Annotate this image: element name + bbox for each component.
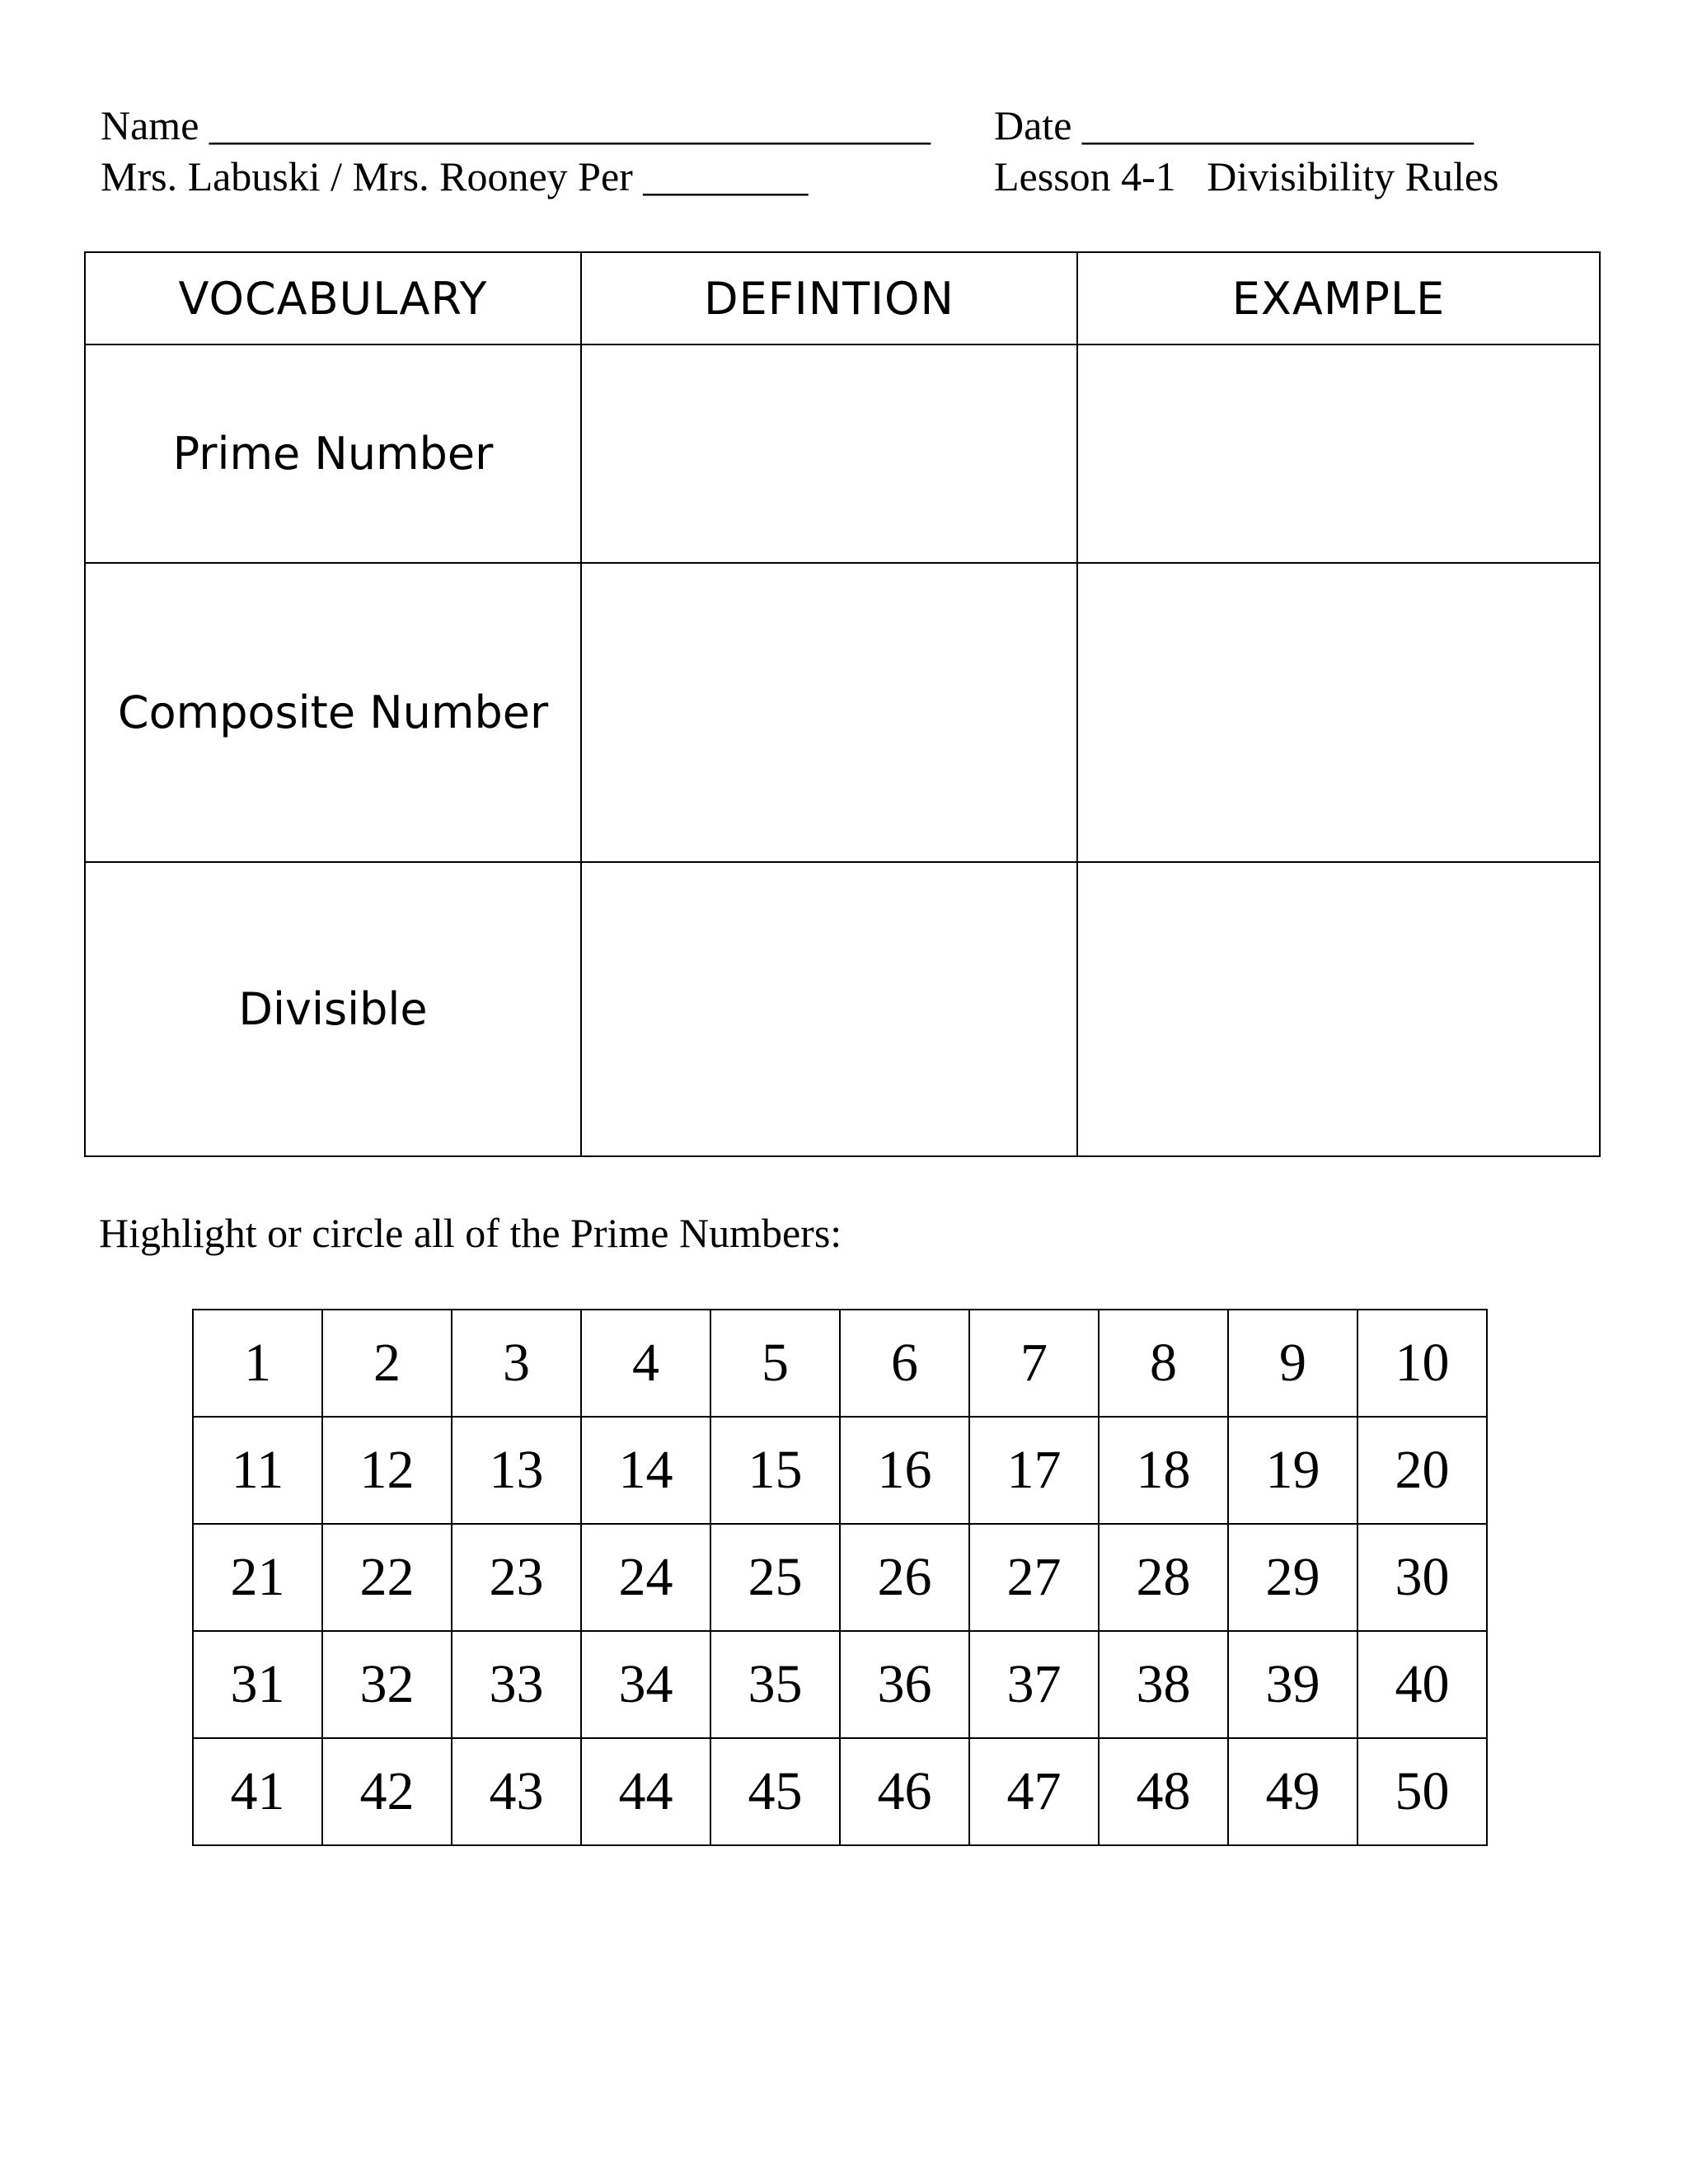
number-cell[interactable]: 19 [1228, 1417, 1357, 1524]
number-cell[interactable]: 36 [840, 1631, 969, 1738]
example-cell[interactable] [1077, 862, 1600, 1156]
number-cell[interactable]: 41 [193, 1738, 322, 1845]
number-grid-row [193, 1738, 1487, 1845]
number-grid-row [193, 1524, 1487, 1631]
number-cell[interactable]: 31 [193, 1631, 322, 1738]
number-cell[interactable]: 20 [1357, 1417, 1487, 1524]
example-column-header: EXAMPLE [1077, 252, 1600, 344]
vocabulary-column-header: VOCABULARY [85, 252, 581, 344]
number-cell[interactable]: 30 [1357, 1524, 1487, 1631]
number-cell[interactable]: 6 [840, 1310, 969, 1417]
number-cell[interactable]: 10 [1357, 1310, 1487, 1417]
number-cell[interactable]: 24 [581, 1524, 710, 1631]
number-cell[interactable]: 49 [1228, 1738, 1357, 1845]
name-field-label: Name ___________________________________ [101, 102, 931, 148]
number-cell[interactable]: 23 [452, 1524, 581, 1631]
number-cell[interactable]: 25 [710, 1524, 840, 1631]
number-cell[interactable]: 26 [840, 1524, 969, 1631]
number-cell[interactable]: 13 [452, 1417, 581, 1524]
number-cell[interactable]: 11 [193, 1417, 322, 1524]
definition-cell[interactable] [581, 563, 1077, 862]
vocabulary-row-prime [85, 344, 1600, 563]
number-cell[interactable]: 45 [710, 1738, 840, 1845]
prime-numbers-instruction: Highlight or circle all of the Prime Numbers: [99, 1210, 842, 1256]
number-cell[interactable]: 3 [452, 1310, 581, 1417]
number-grid-row [193, 1417, 1487, 1524]
number-cell[interactable]: 43 [452, 1738, 581, 1845]
vocabulary-table [84, 251, 1601, 1157]
number-cell[interactable]: 22 [322, 1524, 452, 1631]
number-cell[interactable]: 39 [1228, 1631, 1357, 1738]
number-cell[interactable]: 50 [1357, 1738, 1487, 1845]
vocabulary-row-composite [85, 563, 1600, 862]
vocabulary-header-row [85, 252, 1600, 344]
definition-column-header: DEFINTION [581, 252, 1077, 344]
number-cell[interactable]: 42 [322, 1738, 452, 1845]
number-cell[interactable]: 21 [193, 1524, 322, 1631]
example-cell[interactable] [1077, 563, 1600, 862]
number-cell[interactable]: 47 [969, 1738, 1099, 1845]
number-cell[interactable]: 34 [581, 1631, 710, 1738]
number-cell[interactable]: 8 [1099, 1310, 1228, 1417]
vocabulary-term: Divisible [85, 862, 581, 1156]
teacher-period-label: Mrs. Labuski / Mrs. Rooney Per ________ [101, 153, 809, 199]
number-cell[interactable]: 9 [1228, 1310, 1357, 1417]
lesson-title: Lesson 4-1 Divisibility Rules [994, 153, 1499, 199]
number-cell[interactable]: 35 [710, 1631, 840, 1738]
vocabulary-term: Prime Number [85, 344, 581, 563]
date-field-label: Date ___________________ [994, 102, 1474, 148]
example-cell[interactable] [1077, 344, 1600, 563]
number-cell[interactable]: 2 [322, 1310, 452, 1417]
number-cell[interactable]: 16 [840, 1417, 969, 1524]
number-cell[interactable]: 7 [969, 1310, 1099, 1417]
number-cell[interactable]: 38 [1099, 1631, 1228, 1738]
number-cell[interactable]: 4 [581, 1310, 710, 1417]
definition-cell[interactable] [581, 862, 1077, 1156]
number-cell[interactable]: 5 [710, 1310, 840, 1417]
number-cell[interactable]: 15 [710, 1417, 840, 1524]
number-cell[interactable]: 44 [581, 1738, 710, 1845]
number-cell[interactable]: 18 [1099, 1417, 1228, 1524]
number-cell[interactable]: 40 [1357, 1631, 1487, 1738]
number-cell[interactable]: 12 [322, 1417, 452, 1524]
number-cell[interactable]: 1 [193, 1310, 322, 1417]
number-cell[interactable]: 28 [1099, 1524, 1228, 1631]
vocabulary-term: Composite Number [85, 563, 581, 862]
vocabulary-row-divisible [85, 862, 1600, 1156]
number-cell[interactable]: 46 [840, 1738, 969, 1845]
definition-cell[interactable] [581, 344, 1077, 563]
number-cell[interactable]: 29 [1228, 1524, 1357, 1631]
number-grid-row [193, 1631, 1487, 1738]
number-cell[interactable]: 32 [322, 1631, 452, 1738]
number-cell[interactable]: 33 [452, 1631, 581, 1738]
number-cell[interactable]: 17 [969, 1417, 1099, 1524]
number-cell[interactable]: 14 [581, 1417, 710, 1524]
number-grid [192, 1309, 1488, 1846]
number-cell[interactable]: 27 [969, 1524, 1099, 1631]
number-cell[interactable]: 48 [1099, 1738, 1228, 1845]
number-grid-row [193, 1310, 1487, 1417]
number-cell[interactable]: 37 [969, 1631, 1099, 1738]
